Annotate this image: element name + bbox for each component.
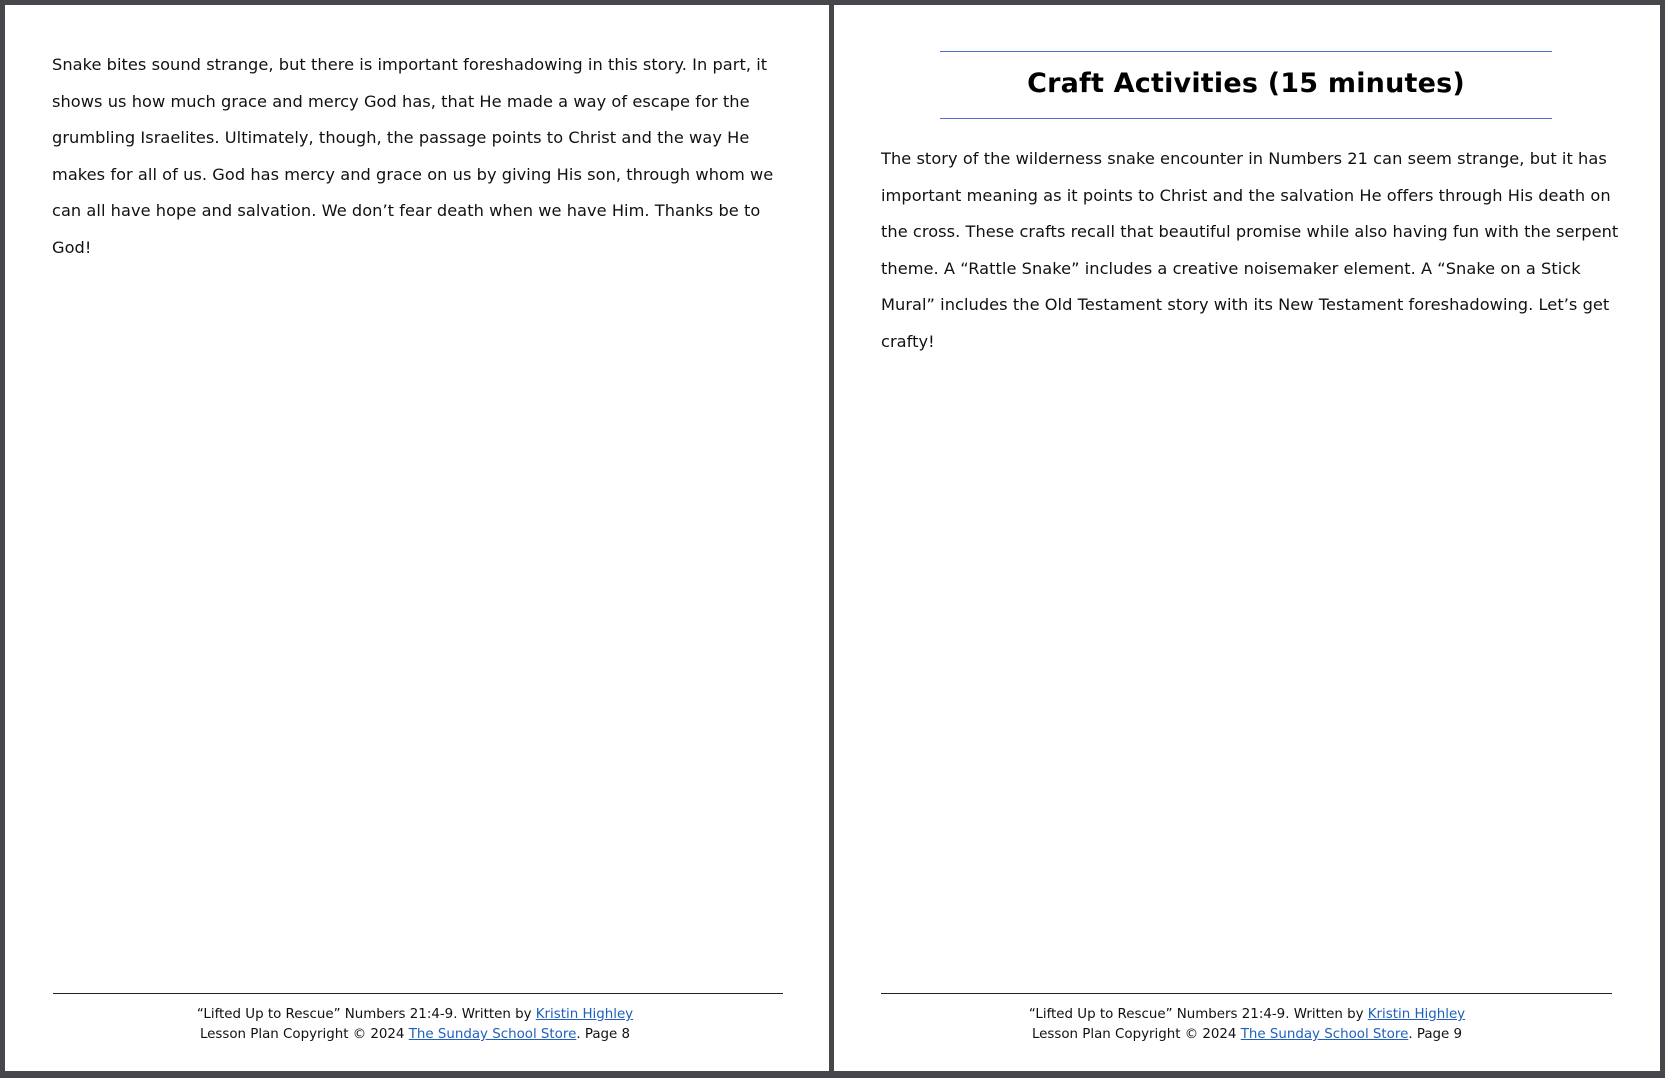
author-link[interactable]: Kristin Highley: [1367, 1007, 1466, 1022]
footer-line-1: [834, 1005, 1660, 1025]
page-number: . Page 9: [1408, 1027, 1463, 1042]
body-paragraph: The story of the wilderness snake encounter in Numbers 21 can seem strange, but it has important meaning as it points to Christ and the salvation He offers through His death on the cross. These crafts recall that beautiful promise while also having fun with the serpent theme. A “Rattle Snake” includes a creative noisemaker element. A “Snake on a Stick Mural” includes the Old Testament story with its New Testament foreshadowing. Let’s get crafty!: [881, 149, 1619, 351]
page-8: [5, 5, 829, 1071]
store-link[interactable]: The Sunday School Store: [408, 1027, 577, 1042]
section-heading: Craft Activities (15 minutes): [1027, 68, 1465, 99]
footer-divider: [881, 993, 1612, 994]
heading-bottom-rule: [940, 118, 1552, 119]
footer-credit-text: “Lifted Up to Rescue” Numbers 21:4-9. Written by: [1028, 1007, 1368, 1022]
footer-divider: [53, 993, 783, 994]
footer-copyright-text: Lesson Plan Copyright © 2024: [1031, 1027, 1241, 1042]
footer-credit-text: “Lifted Up to Rescue” Numbers 21:4-9. Written by: [196, 1007, 536, 1022]
heading-top-rule: [940, 51, 1552, 52]
footer-line-2: [834, 1025, 1660, 1045]
page-number: . Page 8: [576, 1027, 631, 1042]
store-link[interactable]: The Sunday School Store: [1240, 1027, 1409, 1042]
footer-line-1: [3, 1005, 827, 1025]
footer-copyright-text: Lesson Plan Copyright © 2024: [199, 1027, 409, 1042]
page-footer: [3, 1005, 827, 1045]
body-paragraph: Snake bites sound strange, but there is important foreshadowing in this story. In part, it shows us how much grace and mercy God has, that He made a way of escape for the grumbling Israelites. Ultimately, though, the passage points to Christ and the way He makes for all of us. God has mercy and grace on us by giving His son, through whom we can all have hope and salvation. We don’t fear death when we have Him. Thanks be to God!: [52, 55, 774, 257]
page-9: [834, 5, 1660, 1071]
page-footer: [834, 1005, 1660, 1045]
footer-line-2: [3, 1025, 827, 1045]
author-link[interactable]: Kristin Highley: [535, 1007, 634, 1022]
